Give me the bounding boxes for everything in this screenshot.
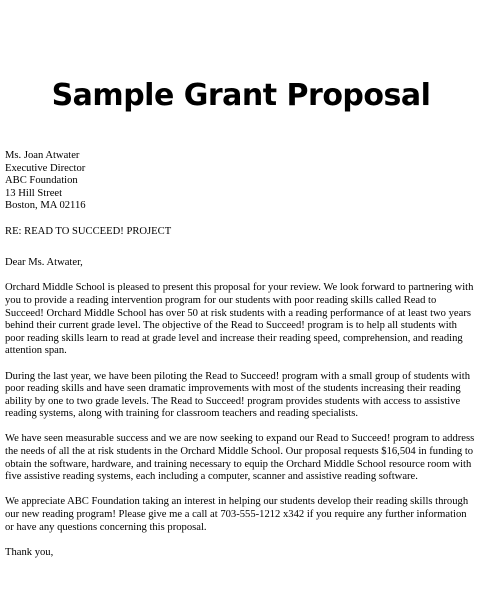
subject-line: RE: READ TO SUCCEED! PROJECT bbox=[5, 225, 172, 237]
letter-body bbox=[5, 150, 475, 559]
body-paragraph-intro: Orchard Middle School is pleased to present this proposal for your review. We look forward to partnering with you to provide a reading intervention program for our students with poor reading skills called Read to Succeed! Orchard Middle School has over 50 at risk students with a reading performance of at least two years behind their current grade level. The objective of the Read to Succeed! program is to help all students with poor reading skills learn to read at grade level and increase their reading speed, comprehension, and reading attention span. bbox=[5, 282, 474, 357]
salutation: Dear Ms. Atwater, bbox=[5, 257, 83, 269]
recipient-address bbox=[5, 150, 475, 213]
recipient-street: 13 Hill Street bbox=[5, 187, 63, 199]
recipient-organization: ABC Foundation bbox=[5, 175, 78, 187]
page-title: Sample Grant Proposal bbox=[51, 78, 431, 114]
body-paragraph-pilot: During the last year, we have been piloting the Read to Succeed! program with a small group of students with poor reading skills and have seen dramatic improvements with most of the students increasing their reading ability by one to two grade levels. The Read to Succeed! program provides students with access to assistive reading systems, along with training for classroom teachers and reading specialists. bbox=[5, 370, 470, 420]
recipient-name: Ms. Joan Atwater bbox=[5, 150, 80, 161]
closing: Thank you, bbox=[5, 546, 54, 558]
recipient-city-state-zip: Boston, MA 02116 bbox=[5, 200, 86, 212]
body-paragraph-request: We have seen measurable success and we are now seeking to expand our Read to Succeed! program to address the needs of all the at risk students in the Orchard Middle School. Our proposal requests $16,504 in funding to obtain the software, hardware, and training necessary to equip the Orchard Middle School resource room with five assistive reading systems, each including a computer, scanner and assistive reading software. bbox=[5, 433, 475, 483]
recipient-title: Executive Director bbox=[5, 162, 86, 174]
body-paragraph-contact: We appreciate ABC Foundation taking an interest in helping our students develop their reading skills through our new reading program! Please give me a call at 703-555-1212 x342 if you require any further information or have any questions concerning this proposal. bbox=[5, 496, 469, 533]
